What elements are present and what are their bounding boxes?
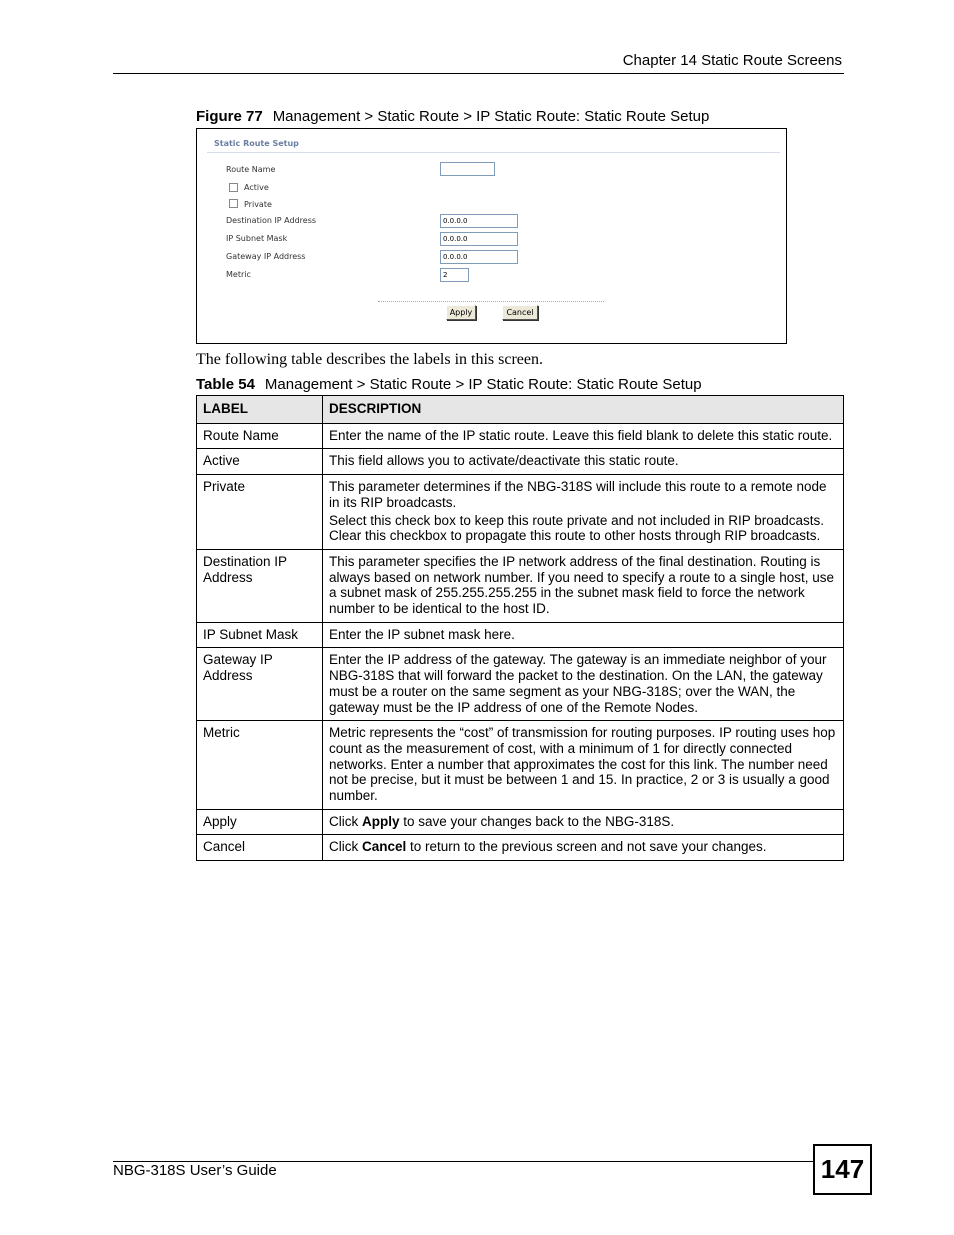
active-checkbox[interactable]: [229, 183, 238, 192]
description-text: Click: [329, 839, 362, 855]
row-description: [323, 475, 844, 550]
description-emphasis: Apply: [362, 813, 400, 829]
active-label: Active: [244, 183, 269, 192]
table-row: [197, 721, 844, 810]
cancel-button[interactable]: Cancel: [502, 305, 538, 320]
description-paragraph: This parameter determines if the NBG-318S will include this route to a remote node in its RIP broadcasts.: [329, 479, 827, 510]
row-description: Metric represents the “cost” of transmission for routing purposes. IP routing uses hop count as the measurement of cost, with a minimum of 1 for directly connected networks. Enter a number that approximates the cost for this link. The number need not be precise, but it must be between 1 and 15. In practice, 2 or 3 is usually a good number.: [323, 721, 844, 810]
row-label: Apply: [197, 809, 323, 835]
row-description: [323, 809, 844, 835]
destination-ip-input[interactable]: 0.0.0.0: [440, 214, 518, 228]
private-label: Private: [244, 200, 272, 209]
table-row: [197, 835, 844, 861]
row-description: This field allows you to activate/deactivate this static route.: [323, 449, 844, 475]
route-name-input[interactable]: [440, 162, 495, 176]
static-route-setup-title: Static Route Setup: [207, 136, 780, 153]
description-paragraph: Select this check box to keep this route private and not included in RIP broadcasts. Clear this checkbox to propagate this route to other hosts through RIP broadcasts.: [329, 512, 825, 544]
figure-title: Management > Static Route > IP Static Route: Static Route Setup: [272, 108, 710, 125]
table-header-row: [197, 396, 844, 424]
table-row: [197, 648, 844, 721]
table-caption: [196, 376, 702, 393]
table-row: [197, 423, 844, 449]
route-name-label: Route Name: [226, 165, 276, 174]
table-row: [197, 449, 844, 475]
row-label: Route Name: [197, 423, 323, 449]
row-label: Destination IP Address: [197, 549, 323, 622]
row-label: Metric: [197, 721, 323, 810]
table-row: [197, 549, 844, 622]
subnet-mask-label: IP Subnet Mask: [226, 234, 288, 243]
table-row: [197, 475, 844, 550]
column-header-description: DESCRIPTION: [323, 396, 844, 424]
column-header-label: LABEL: [197, 396, 323, 424]
row-description: This parameter specifies the IP network address of the final destination. Routing is always based on network number. If you need to specify a route to a single host, use a subnet mask of 255.255.255.255 in the subnet mask field to force the network number to be identical to the host ID.: [323, 549, 844, 622]
destination-ip-label: Destination IP Address: [226, 216, 317, 225]
table-row: [197, 622, 844, 648]
description-text: to return to the previous screen and not save your changes.: [406, 839, 767, 855]
description-text: Click: [329, 813, 362, 829]
table-row: [197, 809, 844, 835]
row-label: Private: [197, 475, 323, 550]
figure-caption: [196, 108, 709, 125]
metric-input[interactable]: 2: [440, 268, 469, 282]
row-label: Gateway IP Address: [197, 648, 323, 721]
row-description: [323, 835, 844, 861]
row-label: Active: [197, 449, 323, 475]
running-header: Chapter 14 Static Route Screens: [622, 52, 842, 69]
table-number: Table 54: [196, 376, 255, 393]
gateway-ip-label: Gateway IP Address: [226, 252, 306, 261]
apply-button[interactable]: Apply: [446, 305, 476, 320]
gateway-ip-input[interactable]: 0.0.0.0: [440, 250, 518, 264]
row-description: Enter the IP subnet mask here.: [323, 622, 844, 648]
intro-text: The following table describes the labels in this screen.: [196, 351, 544, 368]
figure-screenshot: [196, 128, 787, 344]
metric-label: Metric: [226, 270, 251, 279]
label-description-table: [196, 395, 844, 861]
row-description: Enter the name of the IP static route. Leave this field blank to delete this static route.: [323, 423, 844, 449]
description-emphasis: Cancel: [362, 839, 407, 855]
row-description: Enter the IP address of the gateway. The gateway is an immediate neighbor of your NBG-318S that will forward the packet to the destination. On the LAN, the gateway must be a router on the same segment as your NBG-318S; over the WAN, the gateway must be the IP address of one of the Remote Nodes.: [323, 648, 844, 721]
row-label: Cancel: [197, 835, 323, 861]
footer-guide-title: NBG-318S User’s Guide: [113, 1162, 277, 1179]
subnet-mask-input[interactable]: 0.0.0.0: [440, 232, 518, 246]
row-label: IP Subnet Mask: [197, 622, 323, 648]
description-text: to save your changes back to the NBG-318S.: [399, 813, 675, 829]
table-title: Management > Static Route > IP Static Route: Static Route Setup: [264, 376, 702, 393]
page-number: 147: [813, 1144, 872, 1195]
figure-number: Figure 77: [196, 108, 263, 125]
separator-line: [378, 301, 604, 302]
header-rule: [113, 73, 844, 74]
private-checkbox[interactable]: [229, 199, 238, 208]
